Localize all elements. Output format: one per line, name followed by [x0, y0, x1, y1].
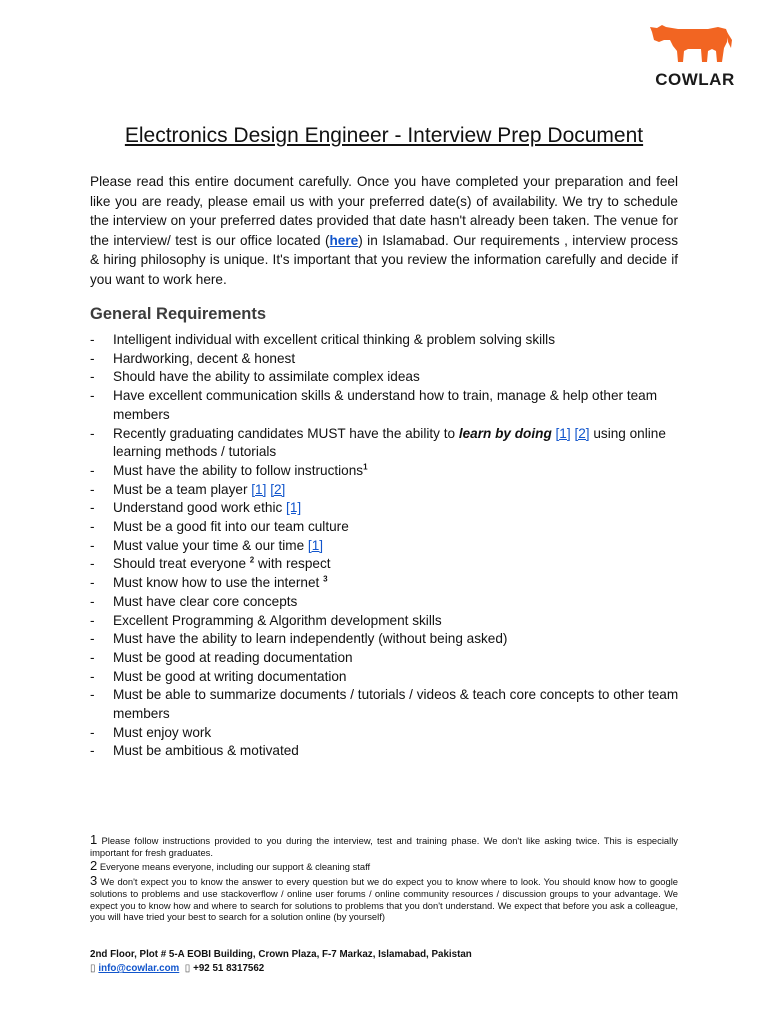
footnote: [90, 834, 678, 858]
footnote: [90, 875, 678, 923]
footnote-text: We don't expect you to know the answer to every question but we do expect you to know where to look. You should know how to google solutions to problems and use stackoverflow / online user forums / online community resources / discussion groups to your advantage. We expect you to know how and where to search for solutions to problems that you don't understand. We expect that before you ask a colleague, you will have tried your best to search for a solution online (by yourself): [90, 876, 678, 923]
office-location-link-text: here: [329, 232, 359, 248]
email-link[interactable]: info@cowlar.com: [98, 963, 180, 974]
phone-icon: ▯: [184, 963, 191, 974]
req-text: Should have the ability to assimilate complex ideas: [113, 369, 420, 385]
list-dash: -: [90, 481, 95, 497]
list-item: [90, 481, 680, 500]
intro-text-2: ) in Islamabad. Our requirements , interview process & hiring philosophy is unique. It's important that you review the information carefully and decide if you want to work here.: [90, 232, 678, 287]
list-dash: -: [90, 350, 95, 366]
req-text: Recently graduating candidates MUST have the ability to: [113, 425, 459, 441]
req-text: Must be able to summarize documents / tutorials / videos & teach core concepts to other team members: [113, 687, 679, 722]
list-item: [90, 331, 680, 350]
req-text: Must be ambitious & motivated: [113, 743, 299, 759]
req-text: Must have clear core concepts: [113, 593, 298, 609]
contact-line: [90, 963, 264, 974]
list-dash: -: [90, 575, 95, 591]
list-dash: -: [90, 649, 95, 665]
req-text: with respect: [254, 556, 331, 572]
footnote-ref[interactable]: 2: [249, 555, 255, 565]
footnote-number: 3: [90, 873, 98, 889]
req-text: Must have the ability to learn independently (without being asked): [113, 631, 508, 647]
office-location-link[interactable]: [329, 233, 358, 248]
list-item: [90, 425, 680, 462]
office-address: 2nd Floor, Plot # 5-A EOBI Building, Crown Plaza, F-7 Markaz, Islamabad, Pakistan: [90, 949, 472, 960]
footnote-number: 1: [90, 832, 98, 847]
list-dash: -: [90, 668, 95, 684]
phone-number: +92 51 8317562: [193, 963, 265, 974]
list-item: [90, 462, 680, 481]
footnote-text: Everyone means everyone, including our support & cleaning staff: [97, 861, 371, 873]
requirements-list: [90, 331, 680, 761]
ref-link-1[interactable]: [1]: [286, 500, 302, 516]
list-item: [90, 593, 680, 612]
list-dash: -: [90, 500, 95, 516]
list-dash: -: [90, 425, 95, 441]
list-item: [90, 630, 680, 649]
footnotes: [90, 834, 678, 925]
list-item: [90, 574, 680, 593]
req-text: Must value your time & our time: [113, 537, 308, 553]
ref-link-2[interactable]: [2]: [574, 425, 590, 441]
cowlar-logo: [640, 18, 750, 92]
ref-link-1[interactable]: [1]: [307, 537, 324, 553]
list-item: [90, 350, 680, 369]
list-item: [90, 742, 680, 761]
document-title: Electronics Design Engineer - Interview Prep Document: [124, 124, 644, 147]
req-text: Must be a good fit into our team culture: [113, 519, 349, 535]
mail-icon: ▯: [90, 963, 96, 974]
footnote-ref[interactable]: 1: [363, 462, 368, 472]
list-dash: -: [90, 519, 95, 535]
brand-name: COWLAR: [655, 70, 735, 89]
req-text: Must be a team player: [113, 481, 252, 497]
list-item: [90, 537, 680, 556]
list-dash: -: [90, 332, 95, 347]
list-item: [90, 387, 680, 424]
list-item: [90, 518, 680, 537]
footnote-ref[interactable]: 3: [323, 574, 328, 584]
req-text: Must enjoy work: [113, 724, 212, 740]
req-text: using online learning methods / tutorials: [113, 425, 666, 460]
list-dash: -: [90, 537, 95, 553]
req-text: Hardworking, decent & honest: [113, 350, 296, 366]
ref-link-2[interactable]: [2]: [270, 481, 286, 497]
req-text: Must be good at reading documentation: [113, 649, 353, 665]
list-item: [90, 368, 680, 387]
list-item: [90, 724, 680, 743]
intro-text-1: Please read this entire document carefully. Once you have completed your preparation and feel like you are ready, please email us with your preferred date(s) of availability. We try to schedule the interview on your preferred dates provided that date hasn't already been taken. The venue for the interview/ test is our office located (: [90, 174, 678, 248]
list-dash: -: [90, 631, 95, 647]
section-heading: General Requirements: [90, 305, 267, 323]
list-dash: -: [90, 724, 95, 740]
list-dash: -: [90, 743, 95, 759]
list-dash: -: [90, 556, 95, 572]
req-text: Must have the ability to follow instructions: [113, 462, 364, 478]
req-text: Have excellent communication skills & understand how to train, manage & help other team members: [113, 388, 658, 422]
list-item: [90, 649, 680, 668]
req-text: Must be good at writing documentation: [113, 668, 347, 684]
req-text: Must know how to use the internet: [113, 575, 324, 591]
list-dash: -: [90, 612, 95, 628]
list-item: [90, 555, 680, 574]
list-dash: -: [90, 462, 95, 478]
list-item: [90, 612, 680, 631]
ref-link-1[interactable]: [1]: [251, 481, 267, 497]
ref-link-1[interactable]: [1]: [555, 425, 571, 441]
req-text: Intelligent individual with excellent critical thinking & problem solving skills: [113, 332, 556, 347]
list-dash: -: [90, 369, 95, 385]
footnote-number: 2: [90, 858, 98, 874]
list-item: [90, 686, 680, 723]
list-dash: -: [90, 388, 95, 404]
req-emphasis: learn by doing: [458, 425, 552, 441]
footnote-text: Please follow instructions provided to you during the interview, test and training phase. We don't like asking twice. This is especially important for fresh graduates.: [90, 835, 678, 858]
req-text: Understand good work ethic: [113, 500, 287, 516]
footnote: [90, 860, 678, 873]
list-item: [90, 668, 680, 687]
req-text: Excellent Programming & Algorithm development skills: [113, 612, 442, 628]
list-dash: -: [90, 687, 95, 703]
cow-icon: [648, 18, 734, 64]
req-text: Should treat everyone: [113, 556, 250, 572]
list-dash: -: [90, 593, 95, 609]
list-item: [90, 499, 680, 518]
intro-paragraph: [90, 172, 678, 289]
